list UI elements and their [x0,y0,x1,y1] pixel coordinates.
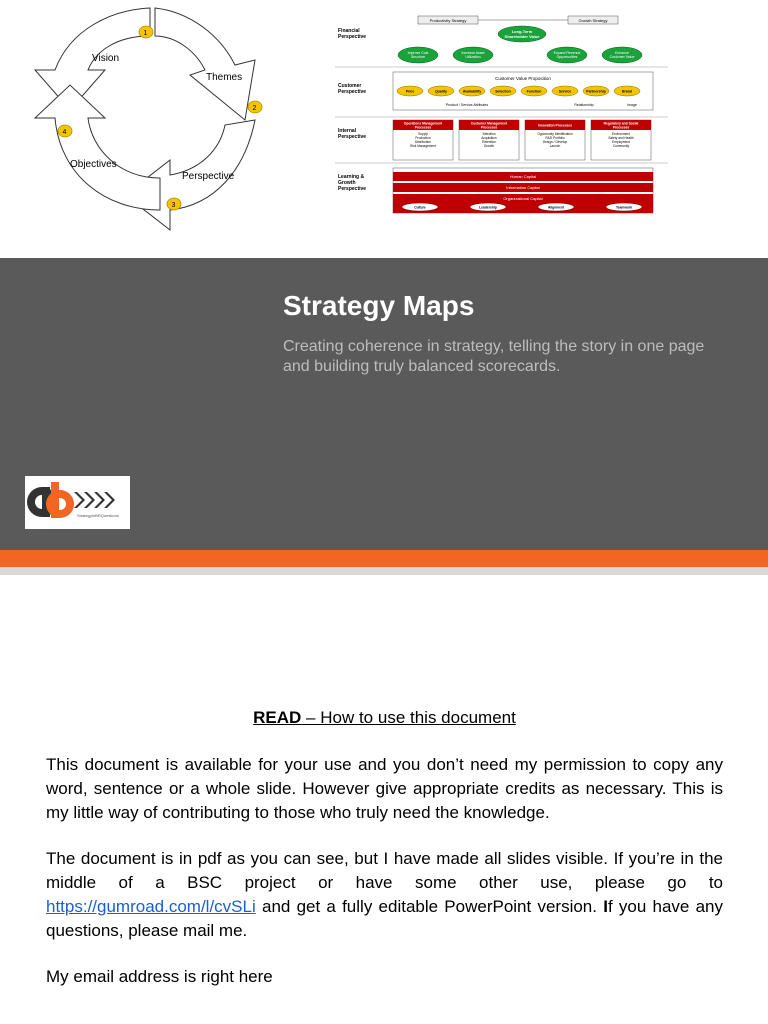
svg-text:Selection: Selection [495,89,511,94]
svg-text:FinancialPerspective: Financial Perspective [338,28,367,40]
paragraph-download: The document is in pdf as you can see, but I have made all slides visible. If you’re in the middle of a BSC project or have some other use, please go to https://gumroad.com/l/cvSLi and get a fully editable PowerPoint version. If you have any questions, please mail me. [46,849,723,940]
process-column [393,120,453,160]
cycle-number-4: 4 [62,129,67,136]
cvp-item-service [552,86,578,96]
paragraph-permission: This document is available for your use and you don’t need my permission to copy any word, sentence or a whole slide. However give appropriate credits as necessary. This is my little way of contributing to those who truly need the knowledge. [46,755,723,822]
cvp-item-function [521,86,547,96]
cvp-item-quality [428,86,454,96]
org-item-alignment [538,203,574,211]
svg-text:Increase AssetUtilization: Increase Asset Utilization [461,51,485,59]
cvp-item-availability [459,86,485,96]
svg-text:Teamwork: Teamwork [615,205,633,210]
cycle-label-objectives: Objectives [70,159,117,170]
svg-text:Image: Image [627,103,637,107]
svg-text:Brand: Brand [621,89,633,94]
cvp-item-selection [490,86,516,96]
company-logo [25,476,130,529]
svg-text:Culture: Culture [414,205,426,210]
org-item-leadership [470,203,506,211]
svg-text:Learning &GrowthPerspective: Learning & Growth Perspective [338,174,367,192]
strategy-map-diagram [330,10,670,225]
svg-text:Product / Service Attributes: Product / Service Attributes [445,103,489,107]
svg-text:Leadership: Leadership [479,205,497,210]
svg-text:Organizational Capital: Organizational Capital [503,196,543,201]
svg-text:Function: Function [526,89,542,94]
cycle-number-2: 2 [252,105,257,112]
process-column [459,120,519,160]
cvp-item-price [397,86,423,96]
cycle-label-themes: Themes [206,72,243,83]
svg-text:SelectionAcquisitionRetentionG: Selection Acquisition Retention Growth [481,132,497,148]
svg-text:Operations ManagementProcesses: Operations Management Processes [403,121,443,130]
document-body [46,706,723,1011]
cycle-label-perspective: Perspective [182,171,235,182]
svg-text:Long-TermShareholder Value: Long-Term Shareholder Value [504,29,540,39]
svg-text:Availability: Availability [462,89,482,94]
banner-title: Strategy Maps [283,290,475,321]
svg-text:Productivity Strategy: Productivity Strategy [429,18,467,23]
process-column [591,120,651,160]
svg-text:EnhanceCustomer Value: Enhance Customer Value [609,51,635,59]
svg-text:Alignment: Alignment [547,205,565,210]
svg-text:Information Capital: Information Capital [506,185,540,190]
cvp-item-partnership [583,86,609,96]
svg-text:Price: Price [405,89,415,94]
svg-text:StrategyInBRQuestions: StrategyInBRQuestions [77,513,119,518]
cycle-number-3: 3 [171,202,176,209]
svg-text:Customer ManagementProcesses: Customer Management Processes [470,121,508,130]
svg-text:Expand RevenueOpportunities: Expand Revenue Opportunities [553,51,581,59]
cycle-label-vision: Vision [92,53,120,64]
logo-icon [25,476,130,529]
svg-text:SupplyProductionDistributionRi: Supply Production Distribution Risk Management [410,132,436,148]
cvp-item-brand [614,86,640,96]
svg-text:Partnership: Partnership [586,89,606,94]
paragraph-email: My email address is right here [46,967,273,986]
svg-text:EnvironmentSafety and HealthEm: Environment Safety and Health Employment Community [608,132,634,148]
svg-text:Improve CostStructure: Improve Cost Structure [407,51,429,59]
accent-stripe [0,550,768,567]
org-item-culture [402,203,438,211]
cycle-diagram [30,0,280,246]
svg-text:Regulatory and SocialProcesses: Regulatory and Social Processes [603,121,639,130]
process-column [525,120,585,160]
accent-stripe-shadow [0,567,768,575]
svg-text:InternalPerspective: Internal Perspective [338,128,367,140]
svg-text:Customer Value Proposition: Customer Value Proposition [495,76,551,81]
svg-text:Growth Strategy: Growth Strategy [578,18,608,23]
svg-text:Human Capital: Human Capital [509,174,537,179]
org-item-teamwork [606,203,642,211]
process-columns [393,120,651,160]
document-heading: READ – How to use this document [253,708,516,727]
svg-text:Opportunity IdentificationR&D: Opportunity Identification R&D Portfolio Design / Develop Launch [537,132,573,148]
cycle-number-1: 1 [143,30,148,37]
svg-text:CustomerPerspective: Customer Perspective [338,83,367,95]
svg-text:Relationship: Relationship [574,103,594,107]
gumroad-link[interactable]: https://gumroad.com/l/cvSLi [46,897,256,916]
svg-text:Quality: Quality [435,89,447,94]
top-illustrations [0,0,768,258]
svg-text:Service: Service [558,89,572,94]
financial-goals [398,47,642,63]
banner-subtitle: Creating coherence in strategy, telling the story in one page and building truly balanced scorecards. [283,338,705,375]
svg-text:Innovation Processes: Innovation Processes [537,123,573,128]
